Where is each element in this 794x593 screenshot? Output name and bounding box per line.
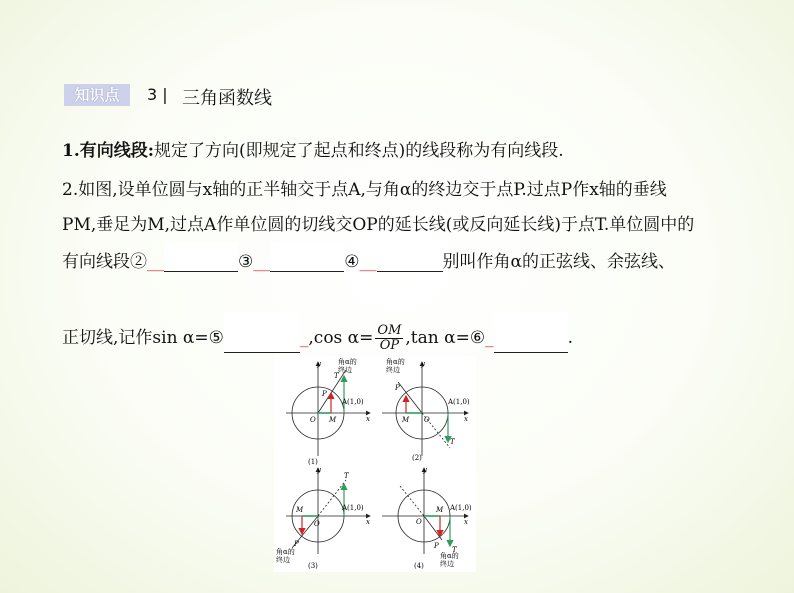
fraction-denominator: OP [379,338,400,353]
section-number: 3 | [147,85,168,104]
p4-terminal-label-2: 终边 [440,560,454,568]
line4-prefix: 正切线,记作sin α=⑤ [62,328,224,348]
p4-t-label: T [452,546,457,554]
p1-caption: (1) [308,458,318,466]
blank-2[interactable] [164,243,238,272]
p3-caption: (3) [308,562,318,570]
line4-end: . [567,328,573,348]
tan-text: ,tan α=⑥ [405,328,486,348]
p2-a-label: A(1,0) [448,398,470,406]
p3-a-label: A(1,0) [342,504,364,512]
p3-x-label: x [366,518,370,526]
trig-lines-diagram [274,356,476,572]
panel-3 [276,466,370,570]
p3-m-label: M [296,506,304,514]
line3-suffix: 别叫作角α的正弦线、余弦线、 [442,252,675,272]
paragraph-1 [62,136,564,161]
p1-p-label: P [322,390,327,398]
line3-prefix: 有向线段② [62,252,147,272]
p1-terminal-label: 角α的 [338,358,357,366]
p4-p-label: P [434,542,439,550]
p1-t-label: T [334,372,339,380]
p2-x-label: x [464,415,468,423]
p3-terminal-label-2: 终边 [276,556,290,564]
section-title: 三角函数线 [182,88,272,109]
blank-4-red-mark: __ [359,252,377,272]
p1-a-label: A(1,0) [342,398,364,406]
p1-m-label: M [329,416,337,424]
blank-2-red-mark: __ [147,252,164,272]
p2-y-label: y [421,360,425,368]
blank-6-red-mark: _ [485,328,494,348]
paragraph-1-text: 规定了方向(即规定了起点和终点)的线段称为有向线段. [154,141,564,161]
p2-m-label: M [402,416,410,424]
paragraph-2-line-2: PM,垂足为M,过点A作单位圆的切线交OP的延长线(或反向延长线)于点T.单位圆中的 [62,215,695,235]
paragraph-2-line-1: 2.如图,设单位圆与x轴的正半轴交于点A,与角α的终边交于点P.过点P作x轴的垂线 [62,180,667,200]
blank-4[interactable] [377,243,443,272]
p4-x-label: x [464,518,468,526]
blank-3[interactable] [270,243,344,272]
cos-text: ,cos α= [308,328,374,348]
mark-3: ③ [238,252,254,272]
p1-y-label: y [317,360,321,368]
p3-t-label: T [344,472,349,480]
panel-4 [382,466,472,570]
panel-1 [286,357,370,466]
p2-terminal-label-2: 终边 [386,366,400,374]
paragraph-1-lead: 1.有向线段: [62,141,155,161]
p4-terminal-label: 角α的 [440,552,459,560]
p1-terminal-label-2: 终边 [338,366,352,374]
blank-5-red-mark: _ [299,328,309,348]
p1-x-label: x [366,415,370,423]
knowledge-point-tag: 知识点 [64,84,130,106]
mark-4: ④ [344,252,360,272]
p4-o-label: O [416,518,422,526]
p3-y-label: y [317,466,321,474]
p3-p-label: P [294,540,299,548]
blank-5[interactable] [224,312,300,353]
p4-caption: (4) [414,562,424,570]
p2-o-label: O [424,416,430,424]
p3-o-label: O [314,520,320,528]
trig-lines-figure [274,356,476,572]
p4-y-label: y [423,466,427,474]
fraction-numerator: OM [377,323,402,338]
paragraph-2-line-4 [62,312,573,353]
p1-o-label: O [310,416,316,424]
p4-a-label: A(1,0) [450,504,472,512]
p2-t-label: T [450,438,455,446]
panel-2 [382,357,470,462]
p4-m-label: M [436,506,444,514]
paragraph-2-line-3 [62,243,675,272]
blank-3-red-mark: __ [253,252,271,272]
p2-p-label: P [395,384,400,392]
cos-fraction [375,324,403,353]
blank-6[interactable] [494,312,568,353]
p3-terminal-label: 角α的 [276,548,295,556]
p2-terminal-label: 角α的 [386,358,405,366]
p2-caption: (2) [412,454,422,462]
